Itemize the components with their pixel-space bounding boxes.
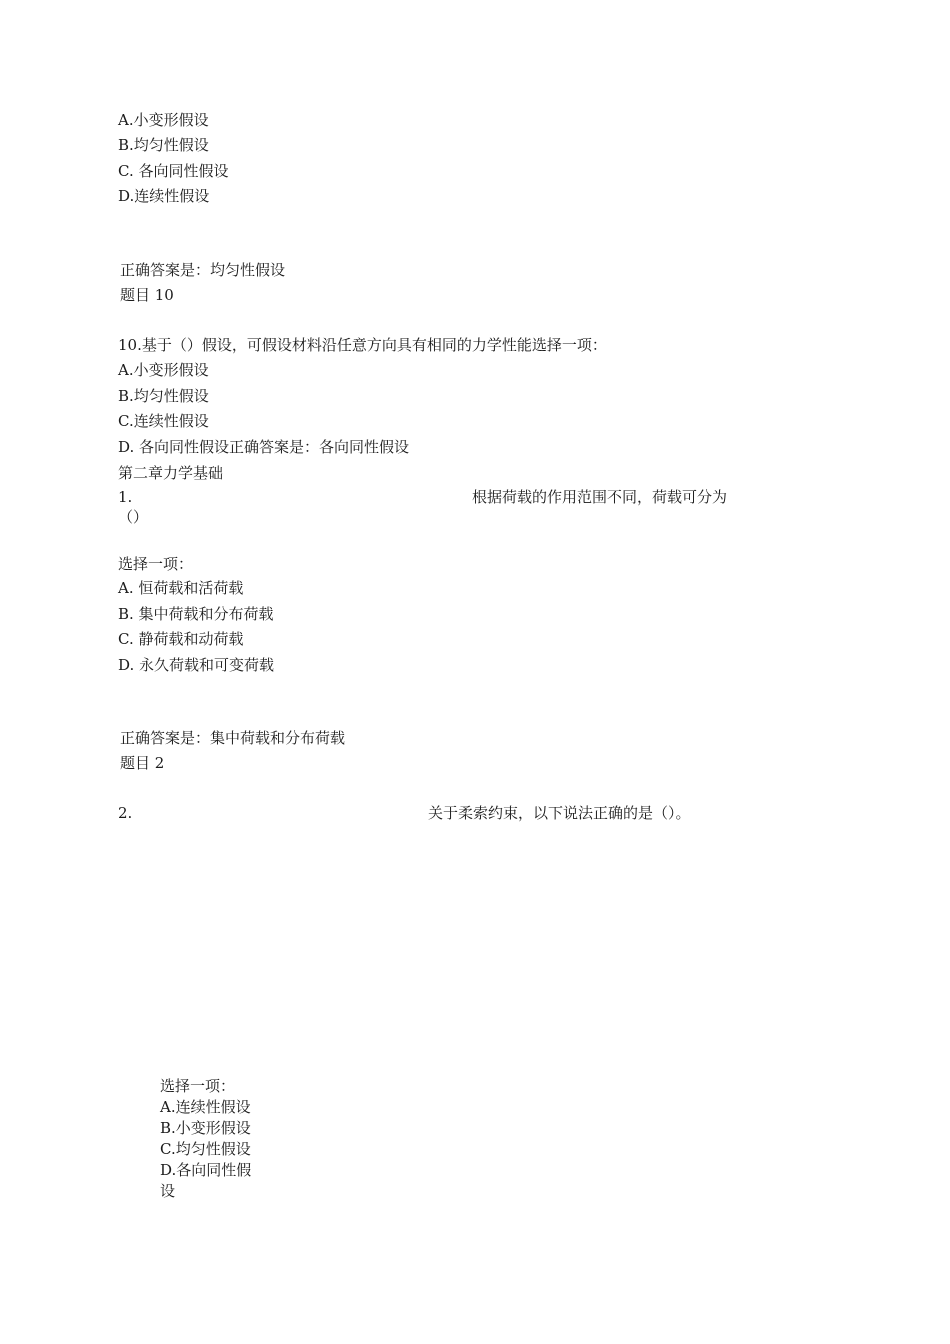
question-number: 2. bbox=[118, 804, 133, 822]
option-c: C. 静荷载和动荷载 bbox=[118, 630, 244, 648]
option-b: B.均匀性假设 bbox=[118, 387, 209, 405]
question-heading: 题目 2 bbox=[120, 754, 165, 772]
option-c: C.连续性假设 bbox=[118, 412, 209, 430]
option-d: D. 永久荷载和可变荷载 bbox=[118, 656, 275, 674]
option-b: B. 集中荷载和分布荷载 bbox=[118, 605, 274, 623]
correct-answer: 正确答案是：均匀性假设 bbox=[120, 261, 286, 279]
option-b: B.均匀性假设 bbox=[118, 136, 209, 154]
question-number: 1. bbox=[118, 488, 133, 506]
option-c: C. 各向同性假设 bbox=[118, 162, 229, 180]
question-stem-continuation: （） bbox=[118, 508, 149, 526]
correct-answer: 正确答案是：集中荷载和分布荷载 bbox=[120, 729, 346, 747]
option-a: A.连续性假设 bbox=[160, 1098, 251, 1116]
option-d: D.各向同性假 bbox=[160, 1161, 252, 1179]
question-stem: 10.基于（）假设，可假设材料沿任意方向具有相同的力学性能选择一项： bbox=[118, 336, 607, 354]
option-a: A. 恒荷载和活荷载 bbox=[118, 579, 244, 597]
option-c: C.均匀性假设 bbox=[160, 1140, 251, 1158]
option-a: A.小变形假设 bbox=[118, 111, 209, 129]
option-a: A.小变形假设 bbox=[118, 361, 209, 379]
select-prompt: 选择一项： bbox=[118, 555, 194, 573]
option-d-wrap: 设 bbox=[160, 1182, 176, 1200]
question-stem: 根据荷载的作用范围不同，荷载可分为 bbox=[472, 488, 728, 506]
question-stem: 关于柔索约束，以下说法正确的是（）。 bbox=[428, 804, 691, 822]
option-b: B.小变形假设 bbox=[160, 1119, 251, 1137]
select-prompt: 选择一项： bbox=[160, 1077, 236, 1095]
option-d-with-answer: D. 各向同性假设正确答案是：各向同性假设 bbox=[118, 438, 410, 456]
question-heading: 题目 10 bbox=[120, 286, 174, 304]
option-d: D.连续性假设 bbox=[118, 187, 210, 205]
chapter-title: 第二章力学基础 bbox=[118, 464, 224, 482]
options-column bbox=[160, 1076, 251, 1202]
